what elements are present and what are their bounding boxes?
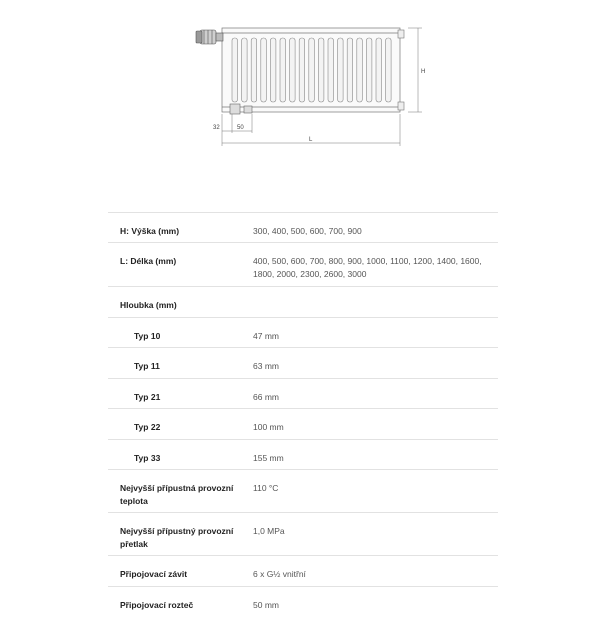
spec-row-height bbox=[108, 212, 498, 242]
dim-50-label: 50 bbox=[237, 125, 244, 131]
spec-label: Nejvyšší přípustná provozní teplota bbox=[120, 483, 234, 506]
spec-row-typ21 bbox=[108, 378, 498, 408]
spec-value: 63 mm bbox=[253, 361, 279, 371]
spec-value: 1,0 MPa bbox=[253, 526, 285, 536]
spec-row-length bbox=[108, 242, 498, 286]
radiator-fin bbox=[232, 38, 238, 102]
radiator-fin bbox=[280, 38, 286, 102]
radiator-fin bbox=[357, 38, 363, 102]
spec-value: 6 x G½ vnitřní bbox=[253, 569, 306, 579]
radiator-fin bbox=[386, 38, 392, 102]
radiator-fin bbox=[366, 38, 372, 102]
spec-value: 66 mm bbox=[253, 392, 279, 402]
radiator-fin bbox=[309, 38, 315, 102]
radiator-fin bbox=[261, 38, 267, 102]
spec-label: Nejvyšší přípustný provozní přetlak bbox=[120, 526, 234, 549]
spec-value: 400, 500, 600, 700, 800, 900, 1000, 1100, 1200, 1400, 1600, 1800, 2000, 2300, 2600, 3000 bbox=[253, 256, 482, 279]
spec-value: 300, 400, 500, 600, 700, 900 bbox=[253, 226, 362, 236]
radiator-fin bbox=[347, 38, 353, 102]
spec-label: Typ 21 bbox=[134, 392, 161, 402]
spec-label: L: Délka (mm) bbox=[120, 256, 177, 266]
radiator-fin bbox=[328, 38, 334, 102]
spec-value: 50 mm bbox=[253, 600, 279, 610]
spec-value: 110 °C bbox=[253, 483, 279, 493]
spec-row-depth bbox=[108, 286, 498, 317]
radiator-drawing bbox=[0, 0, 600, 190]
thermostat-valve bbox=[196, 30, 223, 44]
radiator-fin bbox=[299, 38, 305, 102]
spec-label: Typ 33 bbox=[134, 453, 161, 463]
spec-row-thread bbox=[108, 555, 498, 586]
spec-table bbox=[108, 212, 498, 617]
spec-label: Hloubka (mm) bbox=[120, 300, 177, 310]
spec-value: 155 mm bbox=[253, 453, 284, 463]
spec-label: Typ 10 bbox=[134, 331, 161, 341]
spec-label: Typ 22 bbox=[134, 422, 161, 432]
spec-label: Připojovací závit bbox=[120, 569, 188, 579]
radiator-fin bbox=[290, 38, 296, 102]
radiator-fin bbox=[338, 38, 344, 102]
spec-row-spacing bbox=[108, 586, 498, 617]
dim-l-label: L bbox=[309, 137, 313, 143]
spec-label: H: Výška (mm) bbox=[120, 226, 180, 236]
spec-row-max-temp bbox=[108, 469, 498, 512]
spec-row-typ11 bbox=[108, 347, 498, 378]
spec-value: 47 mm bbox=[253, 331, 279, 341]
spec-row-typ10 bbox=[108, 317, 498, 347]
spec-value: 100 mm bbox=[253, 422, 284, 432]
radiator-fin bbox=[270, 38, 276, 102]
spec-row-typ33 bbox=[108, 439, 498, 469]
radiator-fin bbox=[376, 38, 382, 102]
spec-row-typ22 bbox=[108, 408, 498, 439]
dim-h-label: H bbox=[421, 69, 426, 75]
spec-label: Typ 11 bbox=[134, 361, 160, 371]
radiator-fin bbox=[251, 38, 257, 102]
radiator-fin bbox=[242, 38, 248, 102]
radiator-fin bbox=[318, 38, 324, 102]
dim-32-label: 32 bbox=[213, 125, 220, 131]
spec-row-max-pressure bbox=[108, 512, 498, 555]
spec-label: Připojovací rozteč bbox=[120, 600, 194, 610]
